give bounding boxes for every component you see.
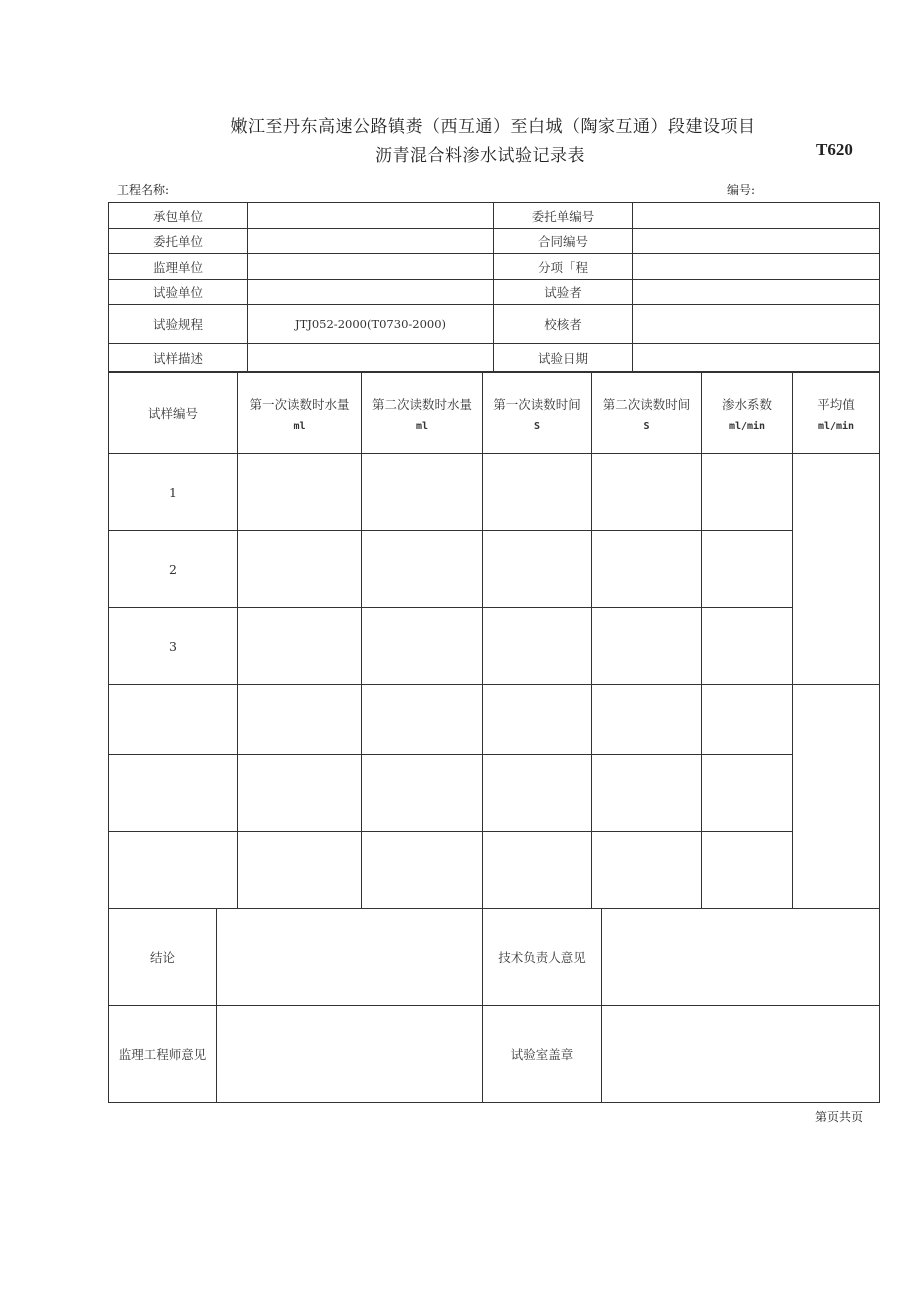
- label-contractor: 承包单位: [109, 203, 248, 229]
- unit-first-time: S: [533, 420, 541, 432]
- first-time-cell[interactable]: [483, 531, 592, 608]
- permeability-cell[interactable]: [702, 531, 793, 608]
- value-test-unit[interactable]: [248, 280, 494, 305]
- second-volume-cell[interactable]: [362, 755, 483, 832]
- second-volume-cell[interactable]: [362, 832, 483, 909]
- first-volume-cell[interactable]: [238, 755, 362, 832]
- value-commission-no[interactable]: [633, 203, 880, 229]
- permeability-cell[interactable]: [702, 454, 793, 531]
- tech-lead-field[interactable]: [602, 909, 880, 1006]
- info-table: [108, 202, 880, 372]
- second-time-cell[interactable]: [592, 608, 702, 685]
- value-sub-project[interactable]: [633, 254, 880, 280]
- data-table: [108, 372, 880, 909]
- project-name-label: 工程名称:: [117, 183, 170, 197]
- second-volume-cell[interactable]: [362, 454, 483, 531]
- sample-id-cell: 3: [109, 608, 238, 685]
- first-time-cell[interactable]: [483, 755, 592, 832]
- unit-permeability: ml/min: [728, 420, 766, 432]
- average-cell[interactable]: [793, 685, 880, 909]
- second-time-cell[interactable]: [592, 531, 702, 608]
- second-time-cell[interactable]: [592, 685, 702, 755]
- permeability-cell[interactable]: [702, 832, 793, 909]
- table-row: [109, 454, 880, 531]
- value-checker[interactable]: [633, 305, 880, 344]
- label-commission-no: 委托单编号: [494, 203, 633, 229]
- value-contractor[interactable]: [248, 203, 494, 229]
- average-cell[interactable]: [793, 454, 880, 685]
- table-row: [109, 608, 880, 685]
- form-code: T620: [816, 140, 853, 159]
- table-row: [109, 832, 880, 909]
- conclusion-label: 结论: [109, 909, 217, 1006]
- value-supervisor-unit[interactable]: [248, 254, 494, 280]
- first-time-cell[interactable]: [483, 608, 592, 685]
- header-first-volume: 第一次读数时水量 ml: [238, 373, 362, 454]
- number-label: 编号:: [727, 183, 756, 197]
- unit-first-volume: ml: [293, 420, 306, 432]
- lab-stamp-field[interactable]: [602, 1006, 880, 1103]
- second-volume-cell[interactable]: [362, 608, 483, 685]
- sample-id-cell: 2: [109, 531, 238, 608]
- lab-stamp-label: 试验室盖章: [483, 1006, 602, 1103]
- label-sample-desc: 试样描述: [109, 344, 248, 372]
- value-tester[interactable]: [633, 280, 880, 305]
- second-time-cell[interactable]: [592, 454, 702, 531]
- label-test-unit: 试验单位: [109, 280, 248, 305]
- sample-id-cell[interactable]: [109, 685, 238, 755]
- label-client: 委托单位: [109, 229, 248, 254]
- unit-second-volume: ml: [415, 420, 429, 432]
- tech-lead-label: 技术负责人意见: [483, 909, 602, 1006]
- value-test-spec[interactable]: JTJ052-2000(T0730-2000): [248, 305, 494, 344]
- label-supervisor-unit: 监理单位: [109, 254, 248, 280]
- first-volume-cell[interactable]: [238, 832, 362, 909]
- sample-id-cell[interactable]: [109, 832, 238, 909]
- header-second-time: 第二次读数时间 S: [592, 373, 702, 454]
- label-test-spec: 试验规程: [109, 305, 248, 344]
- supervisor-label: 监理工程师意见: [109, 1006, 217, 1103]
- label-contract-no: 合同编号: [494, 229, 633, 254]
- sample-id-cell: 1: [109, 454, 238, 531]
- first-time-cell[interactable]: [483, 832, 592, 909]
- data-header-row: [109, 373, 880, 454]
- permeability-cell[interactable]: [702, 608, 793, 685]
- table-row: [109, 755, 880, 832]
- unit-second-time: S: [643, 420, 650, 432]
- second-volume-cell[interactable]: [362, 685, 483, 755]
- label-sub-project: 分项「程: [494, 254, 633, 280]
- permeability-cell[interactable]: [702, 755, 793, 832]
- header-first-time: 第一次读数时间 S: [483, 373, 592, 454]
- value-sample-desc[interactable]: [248, 344, 494, 372]
- first-volume-cell[interactable]: [238, 685, 362, 755]
- first-volume-cell[interactable]: [238, 454, 362, 531]
- value-test-date[interactable]: [633, 344, 880, 372]
- second-volume-cell[interactable]: [362, 531, 483, 608]
- second-time-cell[interactable]: [592, 832, 702, 909]
- header-permeability: 渗水系数 ml/min: [702, 373, 793, 454]
- first-time-cell[interactable]: [483, 454, 592, 531]
- label-test-date: 试验日期: [494, 344, 633, 372]
- header-sample-id: 试样编号: [109, 373, 238, 454]
- sample-id-cell[interactable]: [109, 755, 238, 832]
- table-row: [109, 531, 880, 608]
- document-title: 嫩江至丹东高速公路镇赉（西互通）至白城（陶家互通）段建设项目: [230, 117, 756, 137]
- label-tester: 试验者: [494, 280, 633, 305]
- conclusion-field[interactable]: [217, 909, 483, 1006]
- second-time-cell[interactable]: [592, 755, 702, 832]
- header-second-volume: 第二次读数时水量 ml: [362, 373, 483, 454]
- permeability-cell[interactable]: [702, 685, 793, 755]
- label-checker: 校核者: [494, 305, 633, 344]
- supervisor-field[interactable]: [217, 1006, 483, 1103]
- first-time-cell[interactable]: [483, 685, 592, 755]
- table-row: [109, 685, 880, 755]
- header-average: 平均值 ml/min: [793, 373, 880, 454]
- value-contract-no[interactable]: [633, 229, 880, 254]
- first-volume-cell[interactable]: [238, 531, 362, 608]
- first-volume-cell[interactable]: [238, 608, 362, 685]
- unit-average: ml/min: [817, 420, 855, 432]
- value-client[interactable]: [248, 229, 494, 254]
- page-counter: 第页共页: [815, 1110, 864, 1124]
- form-title: 沥青混合料渗水试验记录表: [375, 146, 585, 166]
- opinion-table: [108, 908, 880, 1103]
